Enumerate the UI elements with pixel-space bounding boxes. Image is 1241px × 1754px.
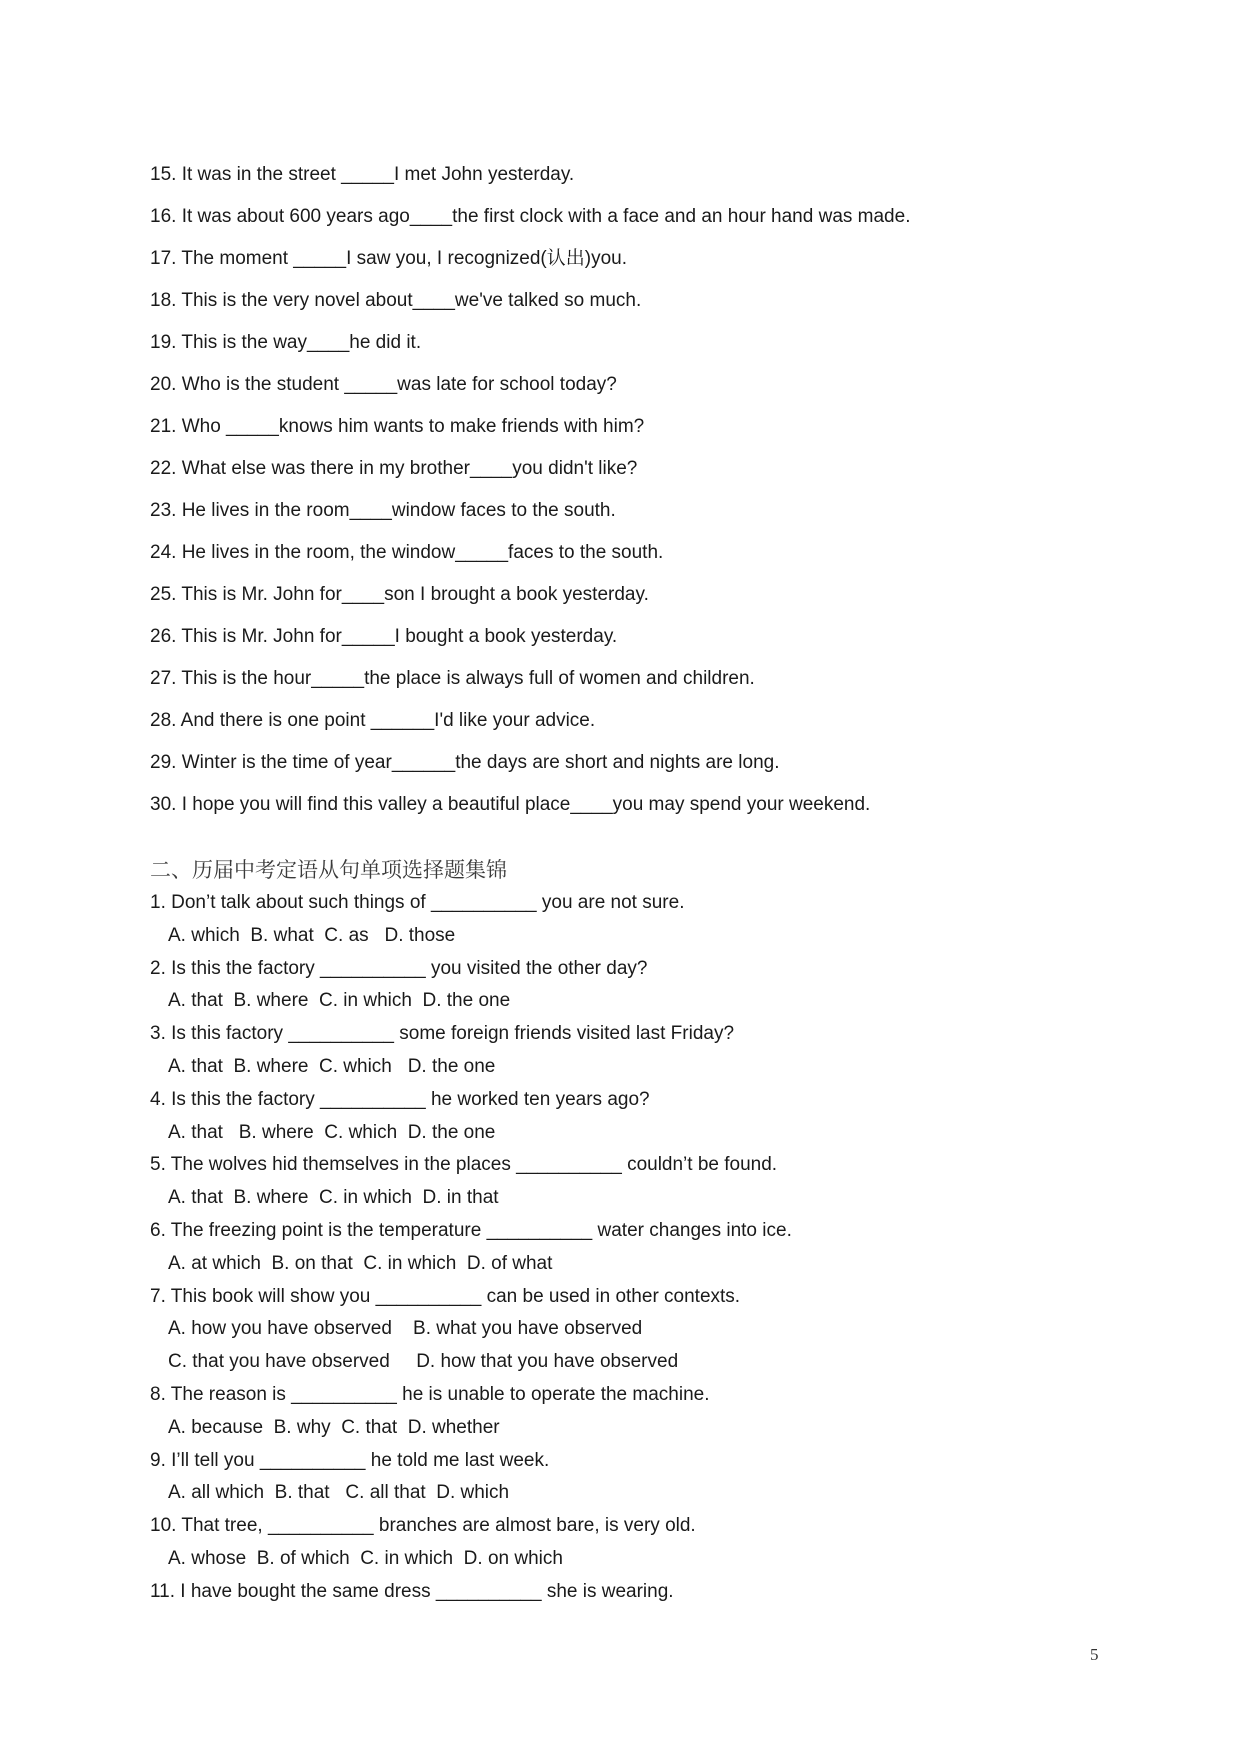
fill-in-item: 20. Who is the student _____was late for school today? [150,374,617,395]
fill-in-item: 29. Winter is the time of year______the days are short and nights are long. [150,752,780,773]
fill-in-item: 18. This is the very novel about____we've talked so much. [150,290,642,311]
question-stem: 3. Is this factory __________ some foreign friends visited last Friday? [150,1023,735,1045]
fill-in-item: 19. This is the way____he did it. [150,332,422,353]
fill-in-item: 16. It was about 600 years ago____the first clock with a face and an hour hand was made. [150,206,911,227]
question-stem: 7. This book will show you __________ can be used in other contexts. [150,1285,741,1307]
fill-in-item: 28. And there is one point ______I'd like your advice. [150,710,596,731]
question-stem: 5. The wolves hid themselves in the places __________ couldn’t be found. [150,1154,778,1176]
question-options: A. all which B. that C. all that D. which [168,1482,510,1504]
question-options: A. because B. why C. that D. whether [168,1416,500,1438]
question-stem: 9. I’ll tell you __________ he told me last week. [150,1449,550,1471]
question-options: A. that B. where C. which D. the one [168,1121,496,1143]
fill-in-item: 17. The moment _____I saw you, I recognized(认出)you. [150,248,628,269]
question-stem: 10. That tree, __________ branches are almost bare, is very old. [150,1515,696,1537]
question-stem: 1. Don’t talk about such things of __________ you are not sure. [150,892,685,913]
question-stem: 8. The reason is __________ he is unable to operate the machine. [150,1383,710,1405]
fill-in-item: 30. I hope you will find this valley a beautiful place____you may spend your weekend. [150,794,871,815]
fill-in-item: 24. He lives in the room, the window_____faces to the south. [150,542,664,563]
question-options: A. which B. what C. as D. those [168,924,456,946]
fill-in-item: 23. He lives in the room____window faces to the south. [150,500,616,521]
question-stem: 11. I have bought the same dress __________ she is wearing. [150,1580,674,1602]
multiple-choice-questions [150,887,792,1609]
question-stem: 4. Is this the factory __________ he worked ten years ago? [150,1088,650,1110]
fill-in-item: 22. What else was there in my brother____you didn't like? [150,458,638,479]
question-stem: 6. The freezing point is the temperature __________ water changes into ice. [150,1219,792,1241]
section-heading: 二、历届中考定语从句单项选择题集锦 [150,858,507,882]
page-number: 5 [1090,1645,1099,1664]
question-options: A. at which B. on that C. in which D. of what [168,1252,553,1274]
question-options: A. that B. where C. which D. the one [168,1055,496,1077]
fill-in-item: 27. This is the hour_____the place is always full of women and children. [150,668,755,689]
fill-in-blank-exercises [150,154,910,826]
question-options: A. that B. where C. in which D. in that [168,1187,499,1209]
question-options: A. how you have observed B. what you have observed [168,1318,643,1340]
question-options: A. whose B. of which C. in which D. on which [168,1547,563,1569]
question-options: C. that you have observed D. how that you have observed [168,1351,679,1373]
fill-in-item: 15. It was in the street _____I met John yesterday. [150,164,575,185]
question-stem: 2. Is this the factory __________ you visited the other day? [150,957,648,979]
question-options: A. that B. where C. in which D. the one [168,990,511,1012]
fill-in-item: 26. This is Mr. John for_____I bought a book yesterday. [150,626,618,647]
fill-in-item: 25. This is Mr. John for____son I brought a book yesterday. [150,584,649,605]
fill-in-item: 21. Who _____knows him wants to make friends with him? [150,416,645,437]
